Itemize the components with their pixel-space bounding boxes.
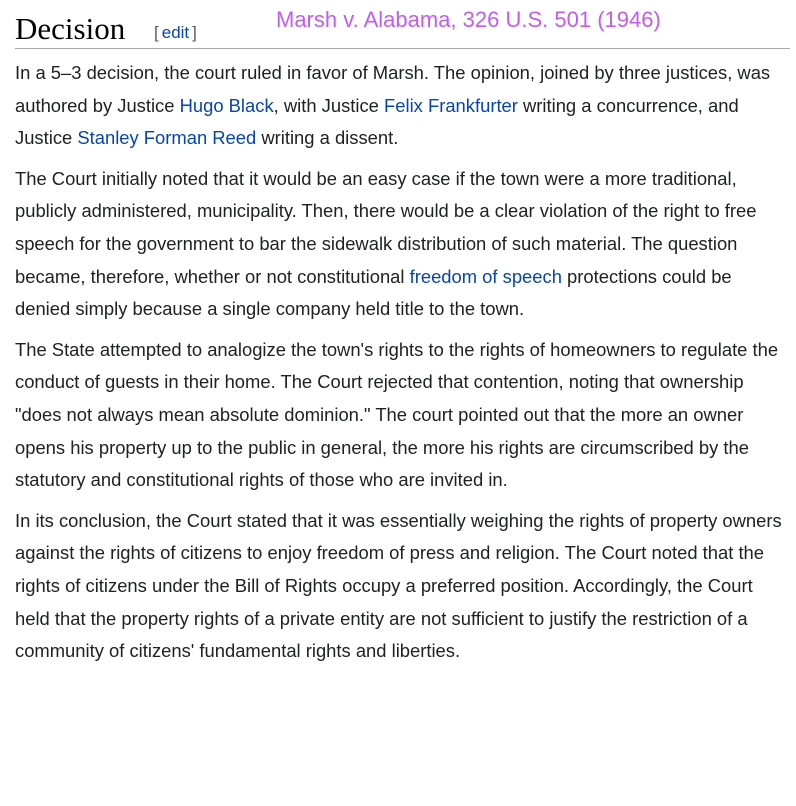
paragraph-text: writing a dissent. — [256, 127, 399, 149]
paragraph-municipality — [15, 163, 790, 327]
paragraph-text: In a 5–3 decision, the court ruled in favor of Marsh. The opinion, joined by three justices, was authored by Justice — [15, 62, 771, 116]
link-felix-frankfurter[interactable]: Felix Frankfurter — [384, 94, 518, 116]
paragraph-conclusion: In its conclusion, the Court stated that it was essentially weighing the rights of property owners against the rights of citizens to enjoy freedom of press and religion. The Court noted that the rights of citizens under the Bill of Rights occupy a preferred position. Accordingly, the Court held that the property rights of a private entity are not sufficient to justify the restriction of a community of citizens' fundamental rights and liberties. — [15, 509, 782, 662]
paragraph-text: The Court initially noted that it would be an easy case if the town were a more traditional, publicly administered, municipality. Then, there would be a clear violation of the right to free speech for the government to bar the sidewalk distribution of such material. The question became, therefore, whether or not constitutional — [15, 167, 757, 287]
edit-section-link-group — [154, 21, 197, 45]
paragraph-state-argument: The State attempted to analogize the town's rights to the rights of homeowners to regulate the conduct of guests in their home. The Court rejected that contention, noting that ownership "does not always mean absolute dominion." The court pointed out that the more an owner opens his property up to the public in general, the more his rights are circumscribed by the statutory and constitutional rights of those who are invited in. — [15, 338, 779, 491]
link-freedom-of-speech[interactable]: freedom of speech — [409, 265, 562, 287]
paragraph-text: protections could be denied simply because a single company held title to the town. — [15, 265, 732, 320]
link-stanley-forman-reed[interactable]: Stanley Forman Reed — [77, 127, 257, 149]
edit-close-bracket: ] — [192, 23, 197, 42]
edit-open-bracket: [ — [154, 23, 159, 42]
paragraph-text: writing a concurrence, and Justice — [15, 94, 739, 149]
edit-link[interactable]: edit — [161, 23, 190, 42]
paragraph-ruling — [15, 57, 790, 155]
article-content — [15, 57, 790, 676]
case-citation-caption: Marsh v. Alabama, 326 U.S. 501 (1946) — [276, 7, 661, 32]
paragraph-text: , with Justice — [273, 94, 385, 116]
section-title: Decision — [15, 11, 126, 46]
link-hugo-black[interactable]: Hugo Black — [179, 94, 274, 116]
